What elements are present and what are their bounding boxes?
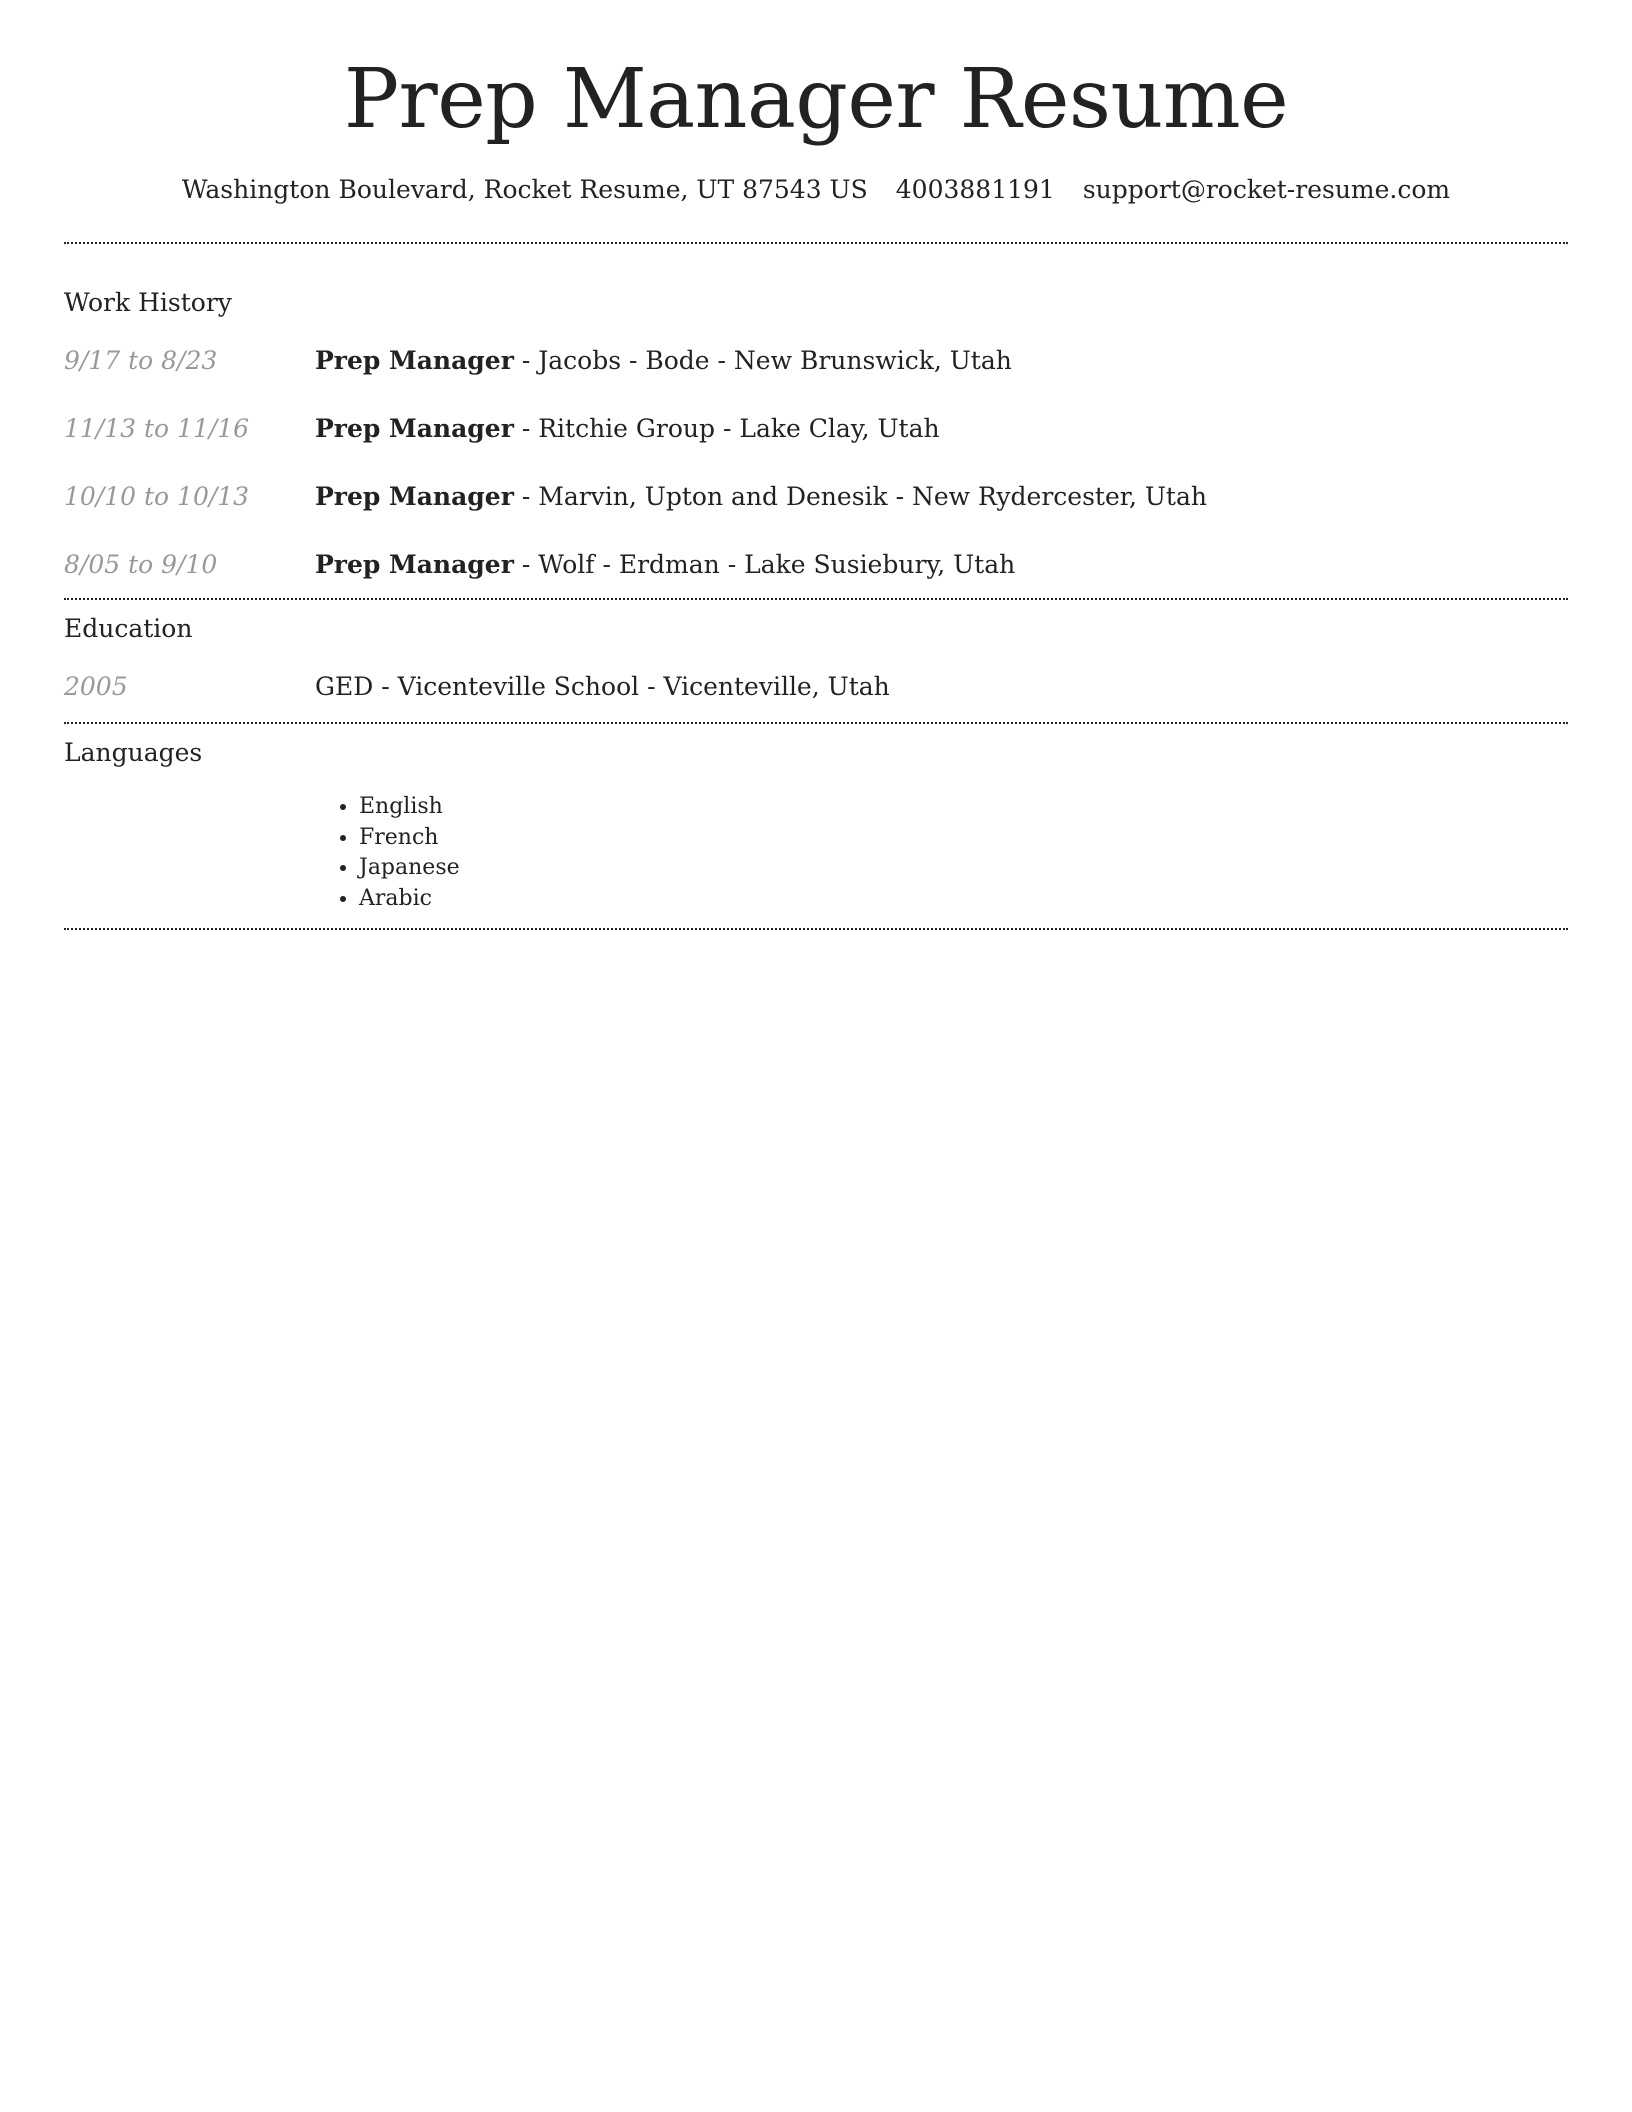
- resume-page: [64, 0, 1568, 930]
- languages-list: [64, 792, 1568, 914]
- divider: [64, 722, 1568, 724]
- section-heading-education: Education: [64, 614, 193, 643]
- work-role: Prep Manager: [315, 482, 514, 511]
- contact-line: [64, 172, 1568, 208]
- work-history-row: [64, 480, 1568, 514]
- work-entry: [315, 548, 1015, 582]
- resume-title: Prep Manager Resume: [343, 52, 1289, 147]
- contact-phone: 4003881191: [895, 175, 1055, 204]
- work-date: 11/13 to 11/16: [64, 414, 250, 443]
- work-details: - Marvin, Upton and Denesik - New Rydercester, Utah: [513, 482, 1207, 511]
- work-history-row: [64, 412, 1568, 446]
- work-date: 8/05 to 9/10: [64, 550, 218, 579]
- section-heading-languages: Languages: [64, 738, 203, 767]
- education-section: [64, 612, 1568, 722]
- work-role: Prep Manager: [315, 346, 514, 375]
- work-role: Prep Manager: [315, 414, 514, 443]
- divider: [64, 242, 1568, 244]
- work-entry: [315, 480, 1207, 514]
- education-row: [64, 670, 1568, 704]
- work-role: Prep Manager: [315, 550, 514, 579]
- work-history-section: [64, 286, 1568, 598]
- languages-section: [64, 736, 1568, 928]
- contact-address: Washington Boulevard, Rocket Resume, UT 87543 US: [181, 175, 868, 204]
- education-entry: GED - Vicenteville School - Vicenteville, Utah: [315, 672, 890, 701]
- work-date: 9/17 to 8/23: [64, 346, 218, 375]
- contact-email: support@rocket-resume.com: [1082, 175, 1451, 204]
- divider: [64, 928, 1568, 930]
- language-item: • French: [359, 823, 1568, 854]
- language-item: • Arabic: [359, 884, 1568, 915]
- section-heading-work-history: Work History: [64, 288, 232, 317]
- language-item: • English: [359, 792, 1568, 823]
- work-details: - Wolf - Erdman - Lake Susiebury, Utah: [513, 550, 1016, 579]
- work-details: - Jacobs - Bode - New Brunswick, Utah: [513, 346, 1012, 375]
- divider: [64, 598, 1568, 600]
- work-history-row: [64, 344, 1568, 378]
- work-entry: [315, 412, 940, 446]
- work-entry: [315, 344, 1012, 378]
- work-details: - Ritchie Group - Lake Clay, Utah: [513, 414, 940, 443]
- education-date: 2005: [64, 672, 128, 701]
- work-date: 10/10 to 10/13: [64, 482, 250, 511]
- work-history-row: [64, 548, 1568, 582]
- language-item: • Japanese: [359, 853, 1568, 884]
